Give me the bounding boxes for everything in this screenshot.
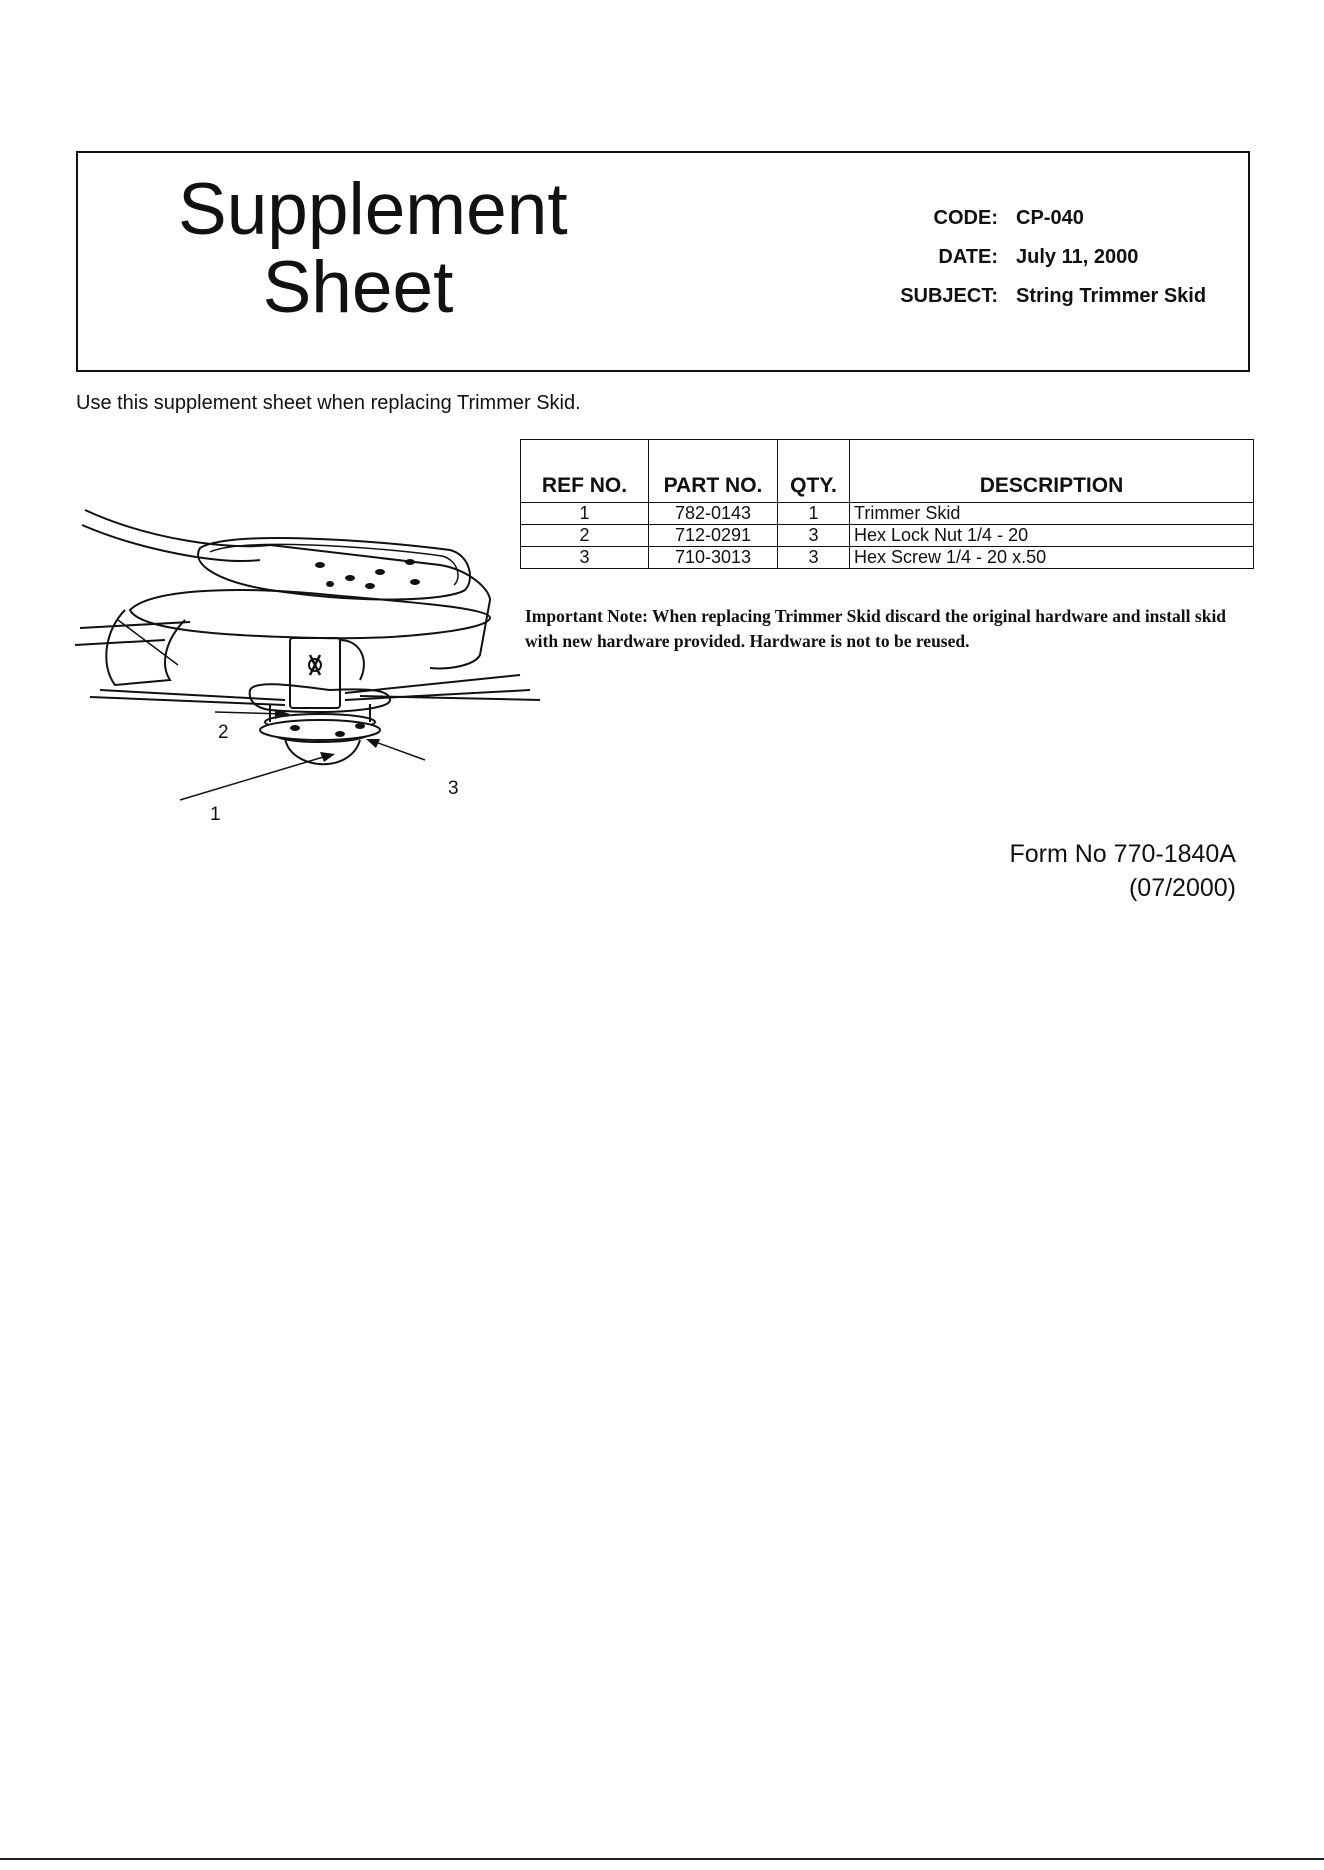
subject-value: String Trimmer Skid	[1016, 285, 1207, 307]
form-number: Form No 770-1840A	[1009, 840, 1236, 868]
part-no-cell: 782-0143	[649, 503, 778, 525]
ref-no-cell: 1	[521, 503, 649, 525]
meta-block	[798, 199, 1206, 316]
code-value: CP-040	[1016, 207, 1084, 229]
page-title	[178, 169, 568, 328]
title-line-1: Supplement	[178, 169, 568, 250]
code-label: CODE:	[933, 207, 998, 229]
trimmer-illustration	[70, 490, 640, 850]
description-cell: Hex Lock Nut 1/4 - 20	[850, 525, 1254, 547]
trimmer-skid-diagram	[70, 490, 640, 850]
form-date: (07/2000)	[1128, 874, 1236, 902]
bottom-rule	[0, 1858, 1324, 1860]
date-label: DATE:	[938, 246, 998, 268]
subject-label: SUBJECT:	[900, 285, 998, 307]
title-line-2: Sheet	[262, 247, 454, 328]
callout-3: 3	[448, 778, 459, 799]
part-no-cell: 710-3013	[649, 547, 778, 569]
date-value: July 11, 2000	[1016, 246, 1139, 268]
callout-2: 2	[218, 722, 229, 743]
header-part-no: PART NO.	[649, 440, 778, 503]
header-description: DESCRIPTION	[850, 440, 1254, 503]
callout-1: 1	[210, 804, 221, 825]
form-number-block	[1009, 837, 1236, 905]
part-no-cell: 712-0291	[649, 525, 778, 547]
intro-text: Use this supplement sheet when replacing Trimmer Skid.	[76, 392, 581, 414]
header-qty: QTY.	[778, 440, 850, 503]
meta-row-code	[798, 199, 1206, 238]
qty-cell: 1	[778, 503, 850, 525]
description-cell: Trimmer Skid	[850, 503, 1254, 525]
ref-no-cell: 2	[521, 525, 649, 547]
header-ref-no: REF NO.	[521, 440, 649, 503]
header-box	[76, 151, 1250, 372]
meta-row-date	[798, 238, 1206, 277]
qty-cell: 3	[778, 547, 850, 569]
qty-cell: 3	[778, 525, 850, 547]
important-note: Important Note: When replacing Trimmer Skid discard the original hardware and install skid with new hardware provided. Hardware is not to be reused.	[525, 606, 1227, 651]
ref-no-cell: 3	[521, 547, 649, 569]
meta-row-subject	[798, 277, 1206, 316]
description-cell: Hex Screw 1/4 - 20 x.50	[850, 547, 1254, 569]
